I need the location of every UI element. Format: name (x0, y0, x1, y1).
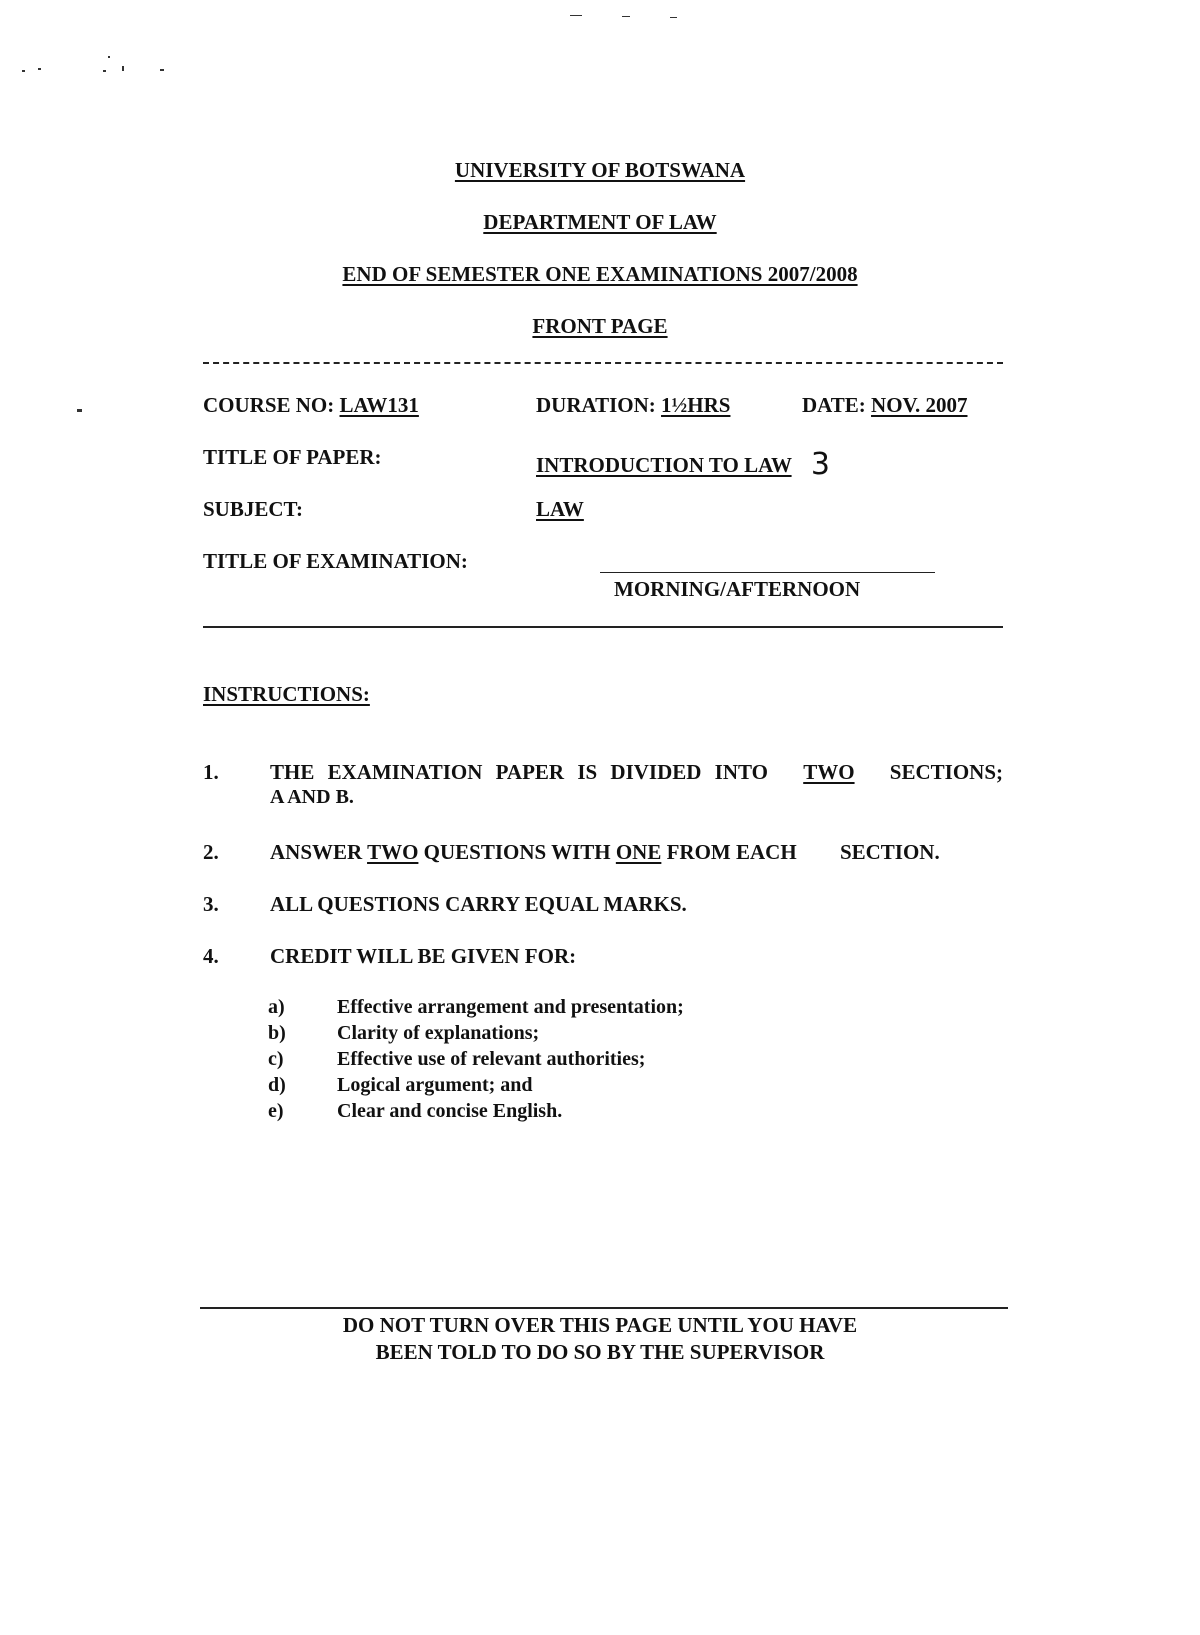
instruction-2-emphasis: TWO (367, 840, 419, 864)
scan-speck (670, 17, 677, 18)
subject-value: LAW (536, 497, 584, 521)
handwritten-mark: 3 (810, 447, 830, 482)
instruction-number: 4. (203, 944, 219, 968)
title-of-exam-label: TITLE OF EXAMINATION: (203, 549, 468, 573)
instructions-heading: INSTRUCTIONS: (203, 682, 370, 706)
instruction-number: 3. (203, 892, 219, 916)
instruction-text (270, 760, 1003, 785)
university-title: UNIVERSITY OF BOTSWANA (454, 158, 746, 182)
title-of-paper-value: INTRODUCTION TO LAW (536, 453, 792, 477)
instruction-1-end: SECTIONS; (889, 760, 1003, 784)
duration-label: DURATION: (536, 393, 656, 417)
scan-speck (38, 68, 41, 70)
footer-rule (200, 1307, 1008, 1309)
exam-session-title: END OF SEMESTER ONE EXAMINATIONS 2007/2008 (342, 262, 858, 286)
credit-item-text: Clarity of explanations; (337, 1022, 540, 1044)
credit-item-text: Effective use of relevant authorities; (337, 1048, 646, 1070)
instruction-1-text: THE EXAMINATION PAPER IS DIVIDED INTO (270, 760, 768, 784)
credit-item-letter: c) (268, 1048, 284, 1070)
department-title: DEPARTMENT OF LAW (483, 210, 717, 234)
instruction-2-emphasis2: ONE (615, 840, 662, 864)
instruction-number: 1. (203, 760, 219, 784)
instruction-text (270, 840, 940, 865)
duration-field (536, 393, 730, 418)
date-field (802, 393, 968, 418)
course-no-value: LAW131 (339, 393, 419, 417)
footer-warning-line1: DO NOT TURN OVER THIS PAGE UNTIL YOU HAVE (342, 1313, 858, 1337)
instruction-2-text: ANSWER (270, 840, 363, 864)
session-options: MORNING/AFTERNOON (614, 577, 861, 601)
date-value: NOV. 2007 (871, 393, 968, 417)
scan-speck (570, 15, 582, 16)
instruction-2-post: FROM EACH (666, 840, 797, 864)
scan-speck (22, 70, 25, 72)
instruction-text: CREDIT WILL BE GIVEN FOR: (270, 944, 577, 968)
divider-top (203, 362, 1003, 364)
title-of-exam-blank-line (600, 572, 935, 573)
scan-speck (77, 409, 82, 412)
scan-speck (103, 70, 106, 72)
credit-item-letter: d) (268, 1074, 286, 1096)
footer-warning-line2: BEEN TOLD TO DO SO BY THE SUPERVISOR (375, 1340, 825, 1364)
instruction-number: 2. (203, 840, 219, 864)
credit-item-letter: e) (268, 1100, 284, 1122)
scan-speck (622, 16, 630, 17)
date-label: DATE: (802, 393, 866, 417)
page-label: FRONT PAGE (532, 314, 668, 338)
scan-speck (108, 56, 110, 58)
course-no-field (203, 393, 419, 418)
duration-value: 1½HRS (661, 393, 731, 417)
divider-bottom (203, 626, 1003, 628)
subject-label: SUBJECT: (203, 497, 303, 521)
scan-speck (160, 69, 164, 71)
course-no-label: COURSE NO: (203, 393, 335, 417)
scan-speck (122, 66, 124, 71)
credit-item-text: Effective arrangement and presentation; (337, 996, 684, 1018)
title-of-paper-label: TITLE OF PAPER: (203, 445, 382, 469)
instruction-2-end: SECTION. (839, 840, 940, 864)
credit-item-letter: b) (268, 1022, 286, 1044)
instruction-text: ALL QUESTIONS CARRY EQUAL MARKS. (270, 892, 687, 916)
credit-item-letter: a) (268, 996, 285, 1018)
credit-item-text: Clear and concise English. (337, 1100, 563, 1122)
instruction-1-line2: A AND B. (270, 786, 354, 808)
instruction-1-emphasis: TWO (803, 760, 855, 784)
title-of-paper-field (536, 445, 830, 480)
instruction-2-mid: QUESTIONS WITH (423, 840, 611, 864)
credit-item-text: Logical argument; and (337, 1074, 533, 1096)
